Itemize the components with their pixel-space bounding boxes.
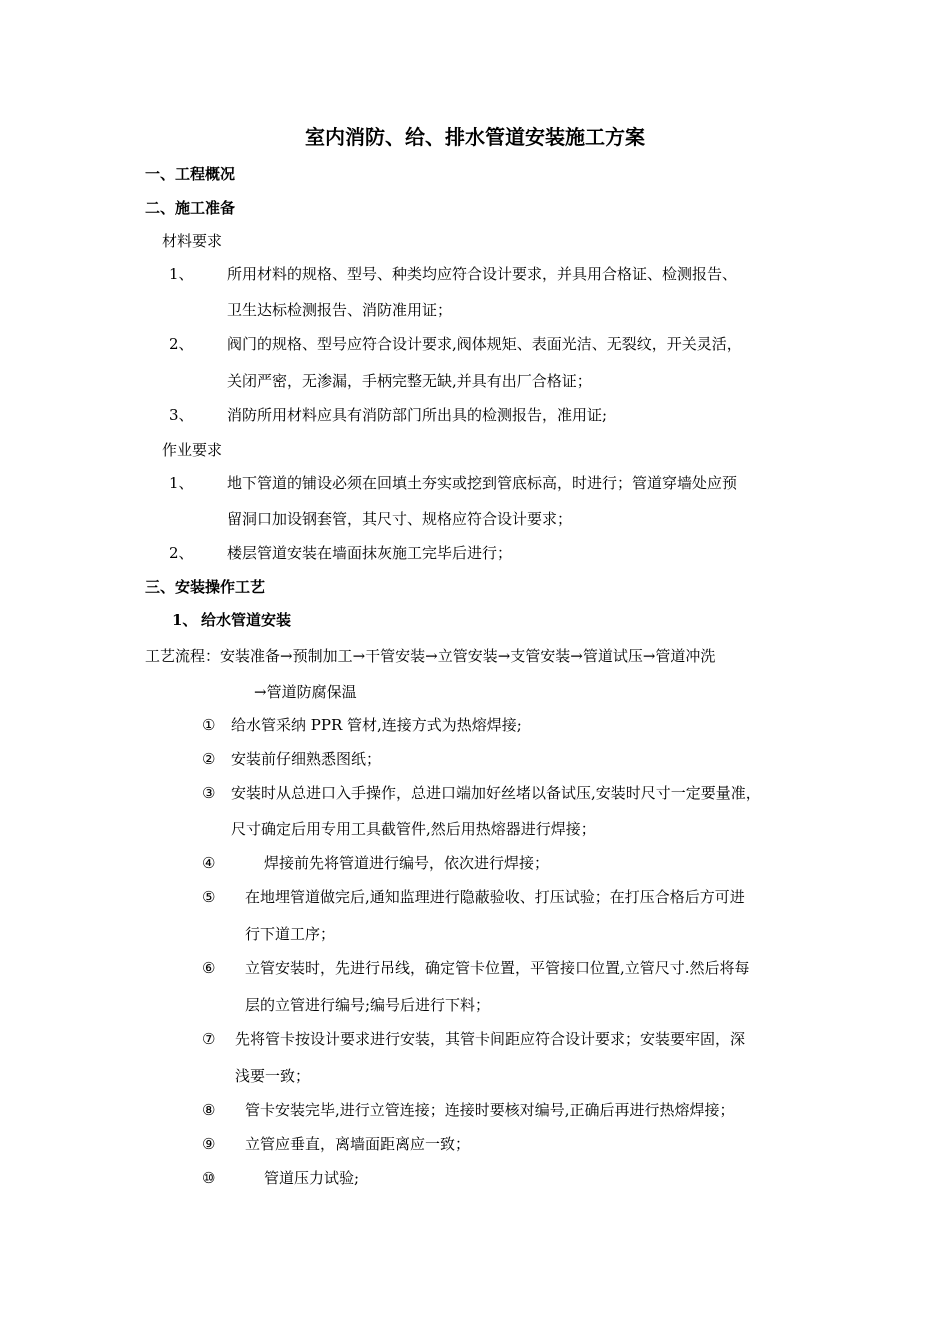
list-item-number: 1、	[169, 265, 194, 283]
list-item-number: 3、	[169, 406, 194, 424]
step-number: ⑩	[202, 1169, 216, 1187]
list-item-number: 2、	[169, 544, 194, 562]
step-number: ③	[202, 784, 216, 802]
step-text: 管卡安装完毕,进行立管连接；连接时要核对编号,正确后再进行热熔焊接；	[245, 1101, 735, 1119]
step-number: ④	[202, 854, 216, 872]
list-item-text: 消防所用材料应具有消防部门所出具的检测报告，准用证;	[227, 406, 608, 424]
subheading-work-requirements: 作业要求	[162, 441, 223, 459]
step-text: 行下道工序；	[245, 925, 336, 943]
step-text: 浅要一致；	[235, 1067, 311, 1085]
step-number: ⑦	[202, 1030, 216, 1048]
step-text: 管道压力试验;	[264, 1169, 360, 1187]
list-item-text: 楼层管道安装在墙面抹灰施工完毕后进行；	[227, 544, 513, 562]
page-title: 室内消防、给、排水管道安装施工方案	[305, 125, 645, 149]
list-item-text: 地下管道的铺设必须在回填土夯实或挖到管底标高，时进行；管道穿墙处应预	[227, 474, 738, 492]
step-text: 在地埋管道做完后,通知监理进行隐蔽验收、打压试验；在打压合格后方可进	[245, 888, 745, 906]
subheading-materials: 材料要求	[162, 232, 223, 250]
process-flow-line: →管道防腐保温	[254, 683, 357, 701]
section-heading-installation: 三、安装操作工艺	[145, 578, 266, 596]
list-item-text: 卫生达标检测报告、消防准用证；	[227, 301, 453, 319]
step-text: 给水管采纳 PPR 管材,连接方式为热熔焊接;	[231, 716, 522, 734]
list-item-text: 留洞口加设钢套管，其尺寸、规格应符合设计要求；	[227, 510, 573, 528]
step-number: ①	[202, 716, 216, 734]
process-flow-line: 工艺流程：安装准备→预制加工→干管安装→立管安装→支管安装→管道试压→管道冲洗	[145, 647, 716, 665]
subsection-heading: 给水管道安装	[201, 611, 292, 629]
step-text: 立管应垂直，离墙面距离应一致；	[245, 1135, 471, 1153]
list-item-text: 关闭严密，无渗漏，手柄完整无缺,并具有出厂合格证；	[227, 372, 592, 390]
list-item-text: 阀门的规格、型号应符合设计要求,阀体规矩、表面光洁、无裂纹，开关灵活，	[227, 335, 742, 353]
section-heading-overview: 一、工程概况	[145, 165, 236, 183]
section-heading-preparation: 二、施工准备	[145, 199, 236, 217]
step-text: 层的立管进行编号;编号后进行下料；	[245, 996, 491, 1014]
step-text: 焊接前先将管道进行编号，依次进行焊接；	[264, 854, 550, 872]
list-item-number: 2、	[169, 335, 194, 353]
step-number: ⑨	[202, 1135, 216, 1153]
step-text: 立管安装时，先进行吊线，确定管卡位置，平管接口位置,立管尺寸.然后将每	[245, 959, 750, 977]
step-number: ⑧	[202, 1101, 216, 1119]
step-number: ⑥	[202, 959, 216, 977]
step-text: 安装时从总进口入手操作，总进口端加好丝堵以备试压,安装时尺寸一定要量准，	[231, 784, 761, 802]
step-text: 安装前仔细熟悉图纸；	[231, 750, 382, 768]
list-item-number: 1、	[169, 474, 194, 492]
subsection-number: 1、	[172, 611, 198, 629]
list-item-text: 所用材料的规格、型号、种类均应符合设计要求，并具用合格证、检测报告、	[227, 265, 738, 283]
step-text: 尺寸确定后用专用工具截管件,然后用热熔器进行焊接；	[231, 820, 596, 838]
step-number: ⑤	[202, 888, 216, 906]
step-number: ②	[202, 750, 216, 768]
step-text: 先将管卡按设计要求进行安装，其管卡间距应符合设计要求；安装要牢固，深	[235, 1030, 746, 1048]
